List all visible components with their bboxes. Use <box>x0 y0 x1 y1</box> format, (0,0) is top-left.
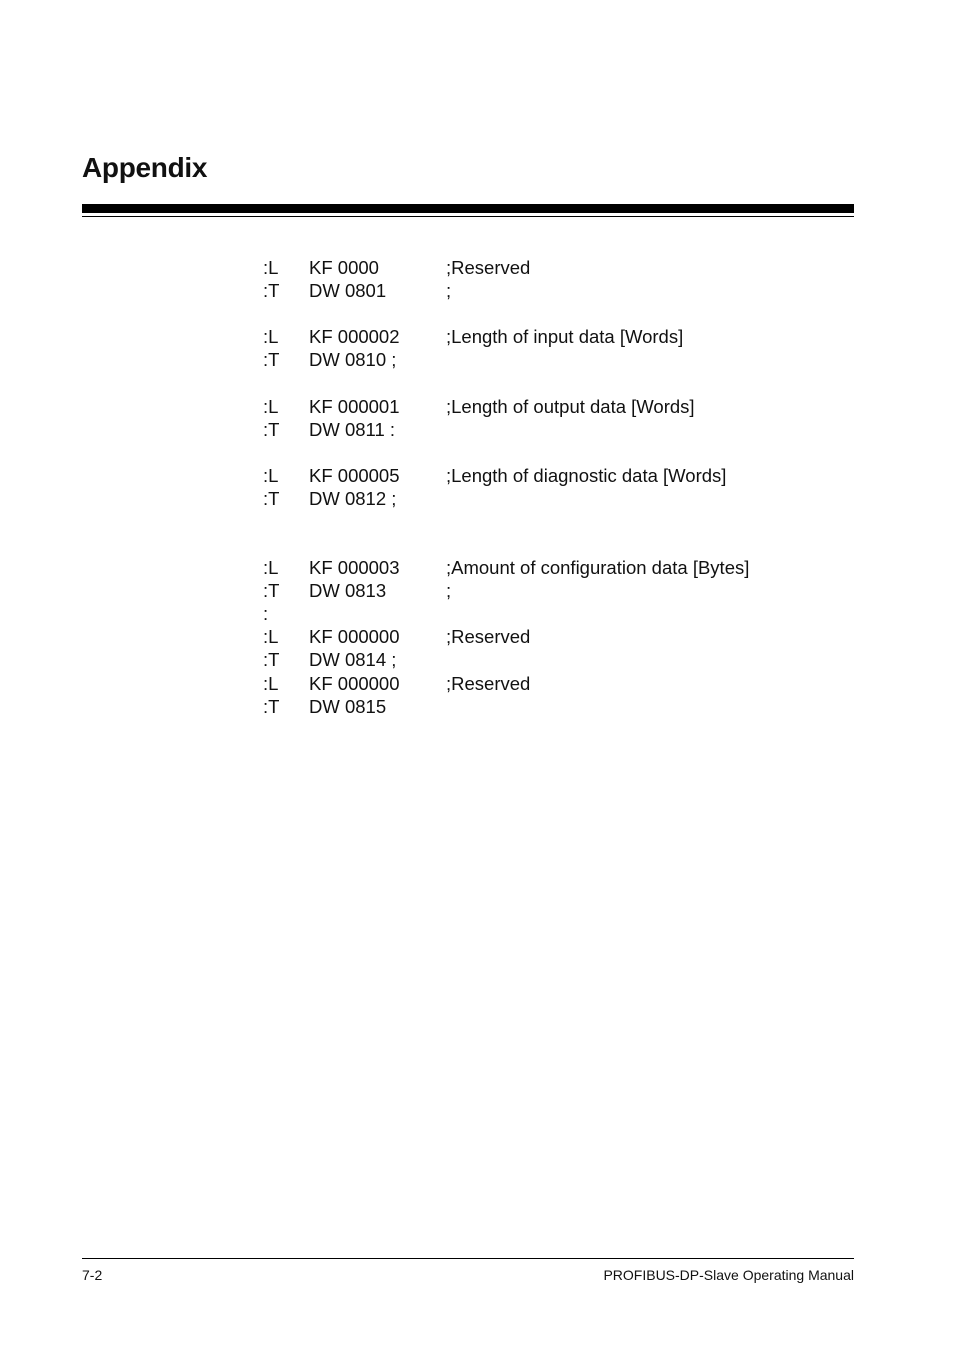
code-operation: :T <box>263 280 280 301</box>
code-line <box>0 672 954 695</box>
code-line <box>0 395 954 418</box>
code-operation: :T <box>263 580 280 601</box>
code-operand: DW 0813 <box>309 580 387 601</box>
code-operation: : <box>263 603 269 624</box>
code-operand: DW 0815 <box>309 696 387 717</box>
code-operation: :L <box>263 396 279 417</box>
code-operation: :L <box>263 465 279 486</box>
code-line <box>0 579 954 602</box>
code-operation: :L <box>263 626 279 647</box>
code-operand: KF 000002 <box>309 326 400 347</box>
code-comment: ; <box>446 580 452 601</box>
code-line <box>0 487 954 510</box>
code-operand: DW 0814 ; <box>309 649 397 670</box>
code-operation: :L <box>263 326 279 347</box>
code-line <box>0 325 954 348</box>
code-line <box>0 418 954 441</box>
code-comment: ;Amount of configuration data [Bytes] <box>446 557 750 578</box>
code-line <box>0 625 954 648</box>
code-operand: KF 000000 <box>309 626 400 647</box>
code-operation: :L <box>263 673 279 694</box>
code-operand: DW 0811 : <box>309 419 396 440</box>
code-comment: ;Length of input data [Words] <box>446 326 684 347</box>
code-comment: ;Length of output data [Words] <box>446 396 695 417</box>
code-comment: ;Reserved <box>446 257 531 278</box>
code-operand: KF 0000 <box>309 257 379 278</box>
code-line <box>0 256 954 279</box>
code-operand: KF 000000 <box>309 673 400 694</box>
code-line <box>0 602 954 625</box>
code-operation: :T <box>263 419 280 440</box>
code-line <box>0 348 954 371</box>
code-operand: DW 0812 ; <box>309 488 397 509</box>
code-operand: KF 000003 <box>309 557 400 578</box>
code-operation: :T <box>263 649 280 670</box>
code-line <box>0 648 954 671</box>
chapter-title: Appendix <box>82 152 208 183</box>
code-line <box>0 695 954 718</box>
code-operand: DW 0801 <box>309 280 387 301</box>
code-operation: :L <box>263 257 279 278</box>
code-line <box>0 464 954 487</box>
code-operation: :T <box>263 488 280 509</box>
code-operation: :T <box>263 349 280 370</box>
code-operand: DW 0810 ; <box>309 349 397 370</box>
manual-title: PROFIBUS-DP-Slave Operating Manual <box>603 1267 854 1283</box>
code-line <box>0 556 954 579</box>
code-line <box>0 279 954 302</box>
code-operation: :T <box>263 696 280 717</box>
footer-rule <box>82 1258 854 1259</box>
code-operand: KF 000005 <box>309 465 400 486</box>
code-comment: ;Reserved <box>446 626 531 647</box>
code-comment: ; <box>446 280 452 301</box>
code-operand: KF 000001 <box>309 396 400 417</box>
code-comment: ;Reserved <box>446 673 531 694</box>
code-comment: ;Length of diagnostic data [Words] <box>446 465 727 486</box>
page-number: 7-2 <box>82 1267 103 1283</box>
code-operation: :L <box>263 557 279 578</box>
